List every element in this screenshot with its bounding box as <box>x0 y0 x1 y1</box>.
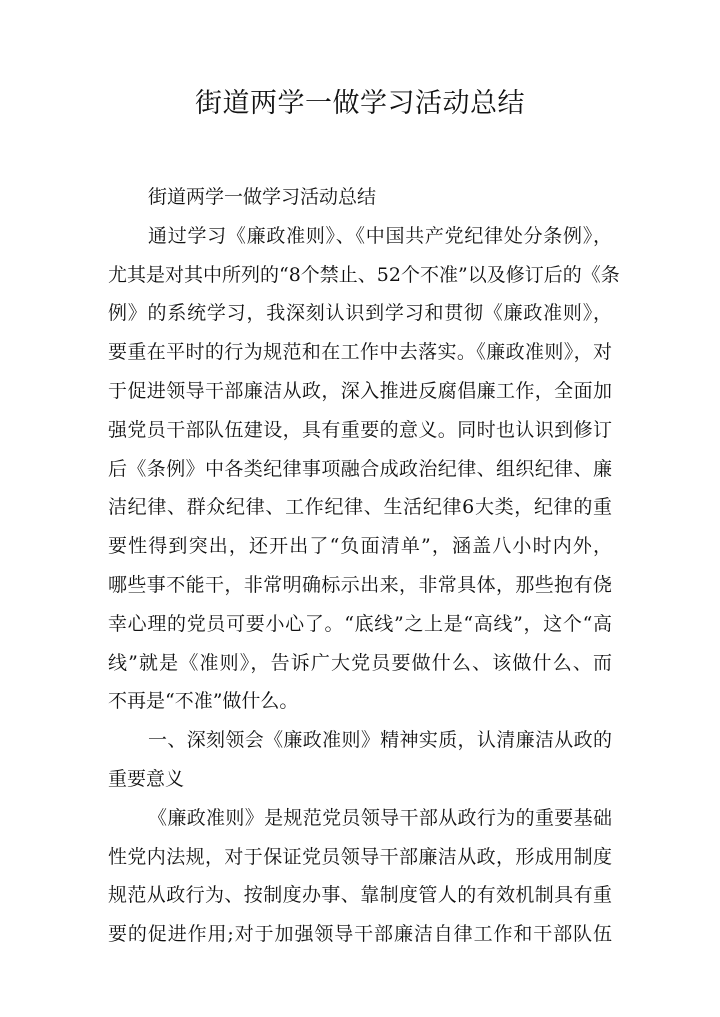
subtitle-line: 街道两学一做学习活动总结 <box>148 186 377 208</box>
paragraph-line: 《廉政准则》是规范党员领导干部从政行为的重要基础 <box>148 806 612 829</box>
paragraph-line: 要性得到突出，还开出了“负面清单”，涵盖八小时内外， <box>108 535 612 558</box>
paragraph-line: 尤其是对其中所列的“8个禁止、52个不准”以及修订后的《条 <box>108 263 620 286</box>
paragraph-line: 强党员干部队伍建设，具有重要的意义。同时也认识到修订 <box>108 418 612 441</box>
paragraph-line: 通过学习《廉政准则》、《中国共产党纪律处分条例》， <box>148 224 612 247</box>
section-heading-line: 一、深刻领会《廉政准则》精神实质，认清廉洁从政的 <box>148 729 612 752</box>
paragraph-line: 洁纪律、群众纪律、工作纪律、生活纪律6大类，纪律的重 <box>108 496 612 519</box>
paragraph-line: 规范从政行为、按制度办事、靠制度管人的有效机制具有重 <box>108 884 612 907</box>
document-body <box>108 178 620 954</box>
paragraph-line: 要的促进作用;对于加强领导干部廉洁自律工作和干部队伍 <box>108 923 612 946</box>
section-heading-line: 重要意义 <box>108 767 185 790</box>
paragraph-line: 要重在平时的行为规范和在工作中去落实。《廉政准则》，对 <box>108 341 612 364</box>
paragraph-line: 幸心理的党员可要小心了。“底线”之上是“高线”，这个“高 <box>108 612 612 635</box>
paragraph-line: 哪些事不能干，非常明确标示出来，非常具体，那些抱有侥 <box>108 573 612 596</box>
paragraph-line: 例》的系统学习，我深刻认识到学习和贯彻《廉政准则》， <box>108 302 612 325</box>
paragraph-line: 性党内法规，对于保证党员领导干部廉洁从政，形成用制度 <box>108 845 612 868</box>
paragraph-line: 线”就是《准则》，告诉广大党员要做什么、该做什么、而 <box>108 651 612 674</box>
paragraph-line: 于促进领导干部廉洁从政，深入推进反腐倡廉工作，全面加 <box>108 379 612 402</box>
document-title: 街道两学一做学习活动总结 <box>195 88 525 119</box>
paragraph-line: 不再是“不准”做什么。 <box>108 690 299 713</box>
paragraph-line: 后《条例》中各类纪律事项融合成政治纪律、组织纪律、廉 <box>108 457 612 480</box>
